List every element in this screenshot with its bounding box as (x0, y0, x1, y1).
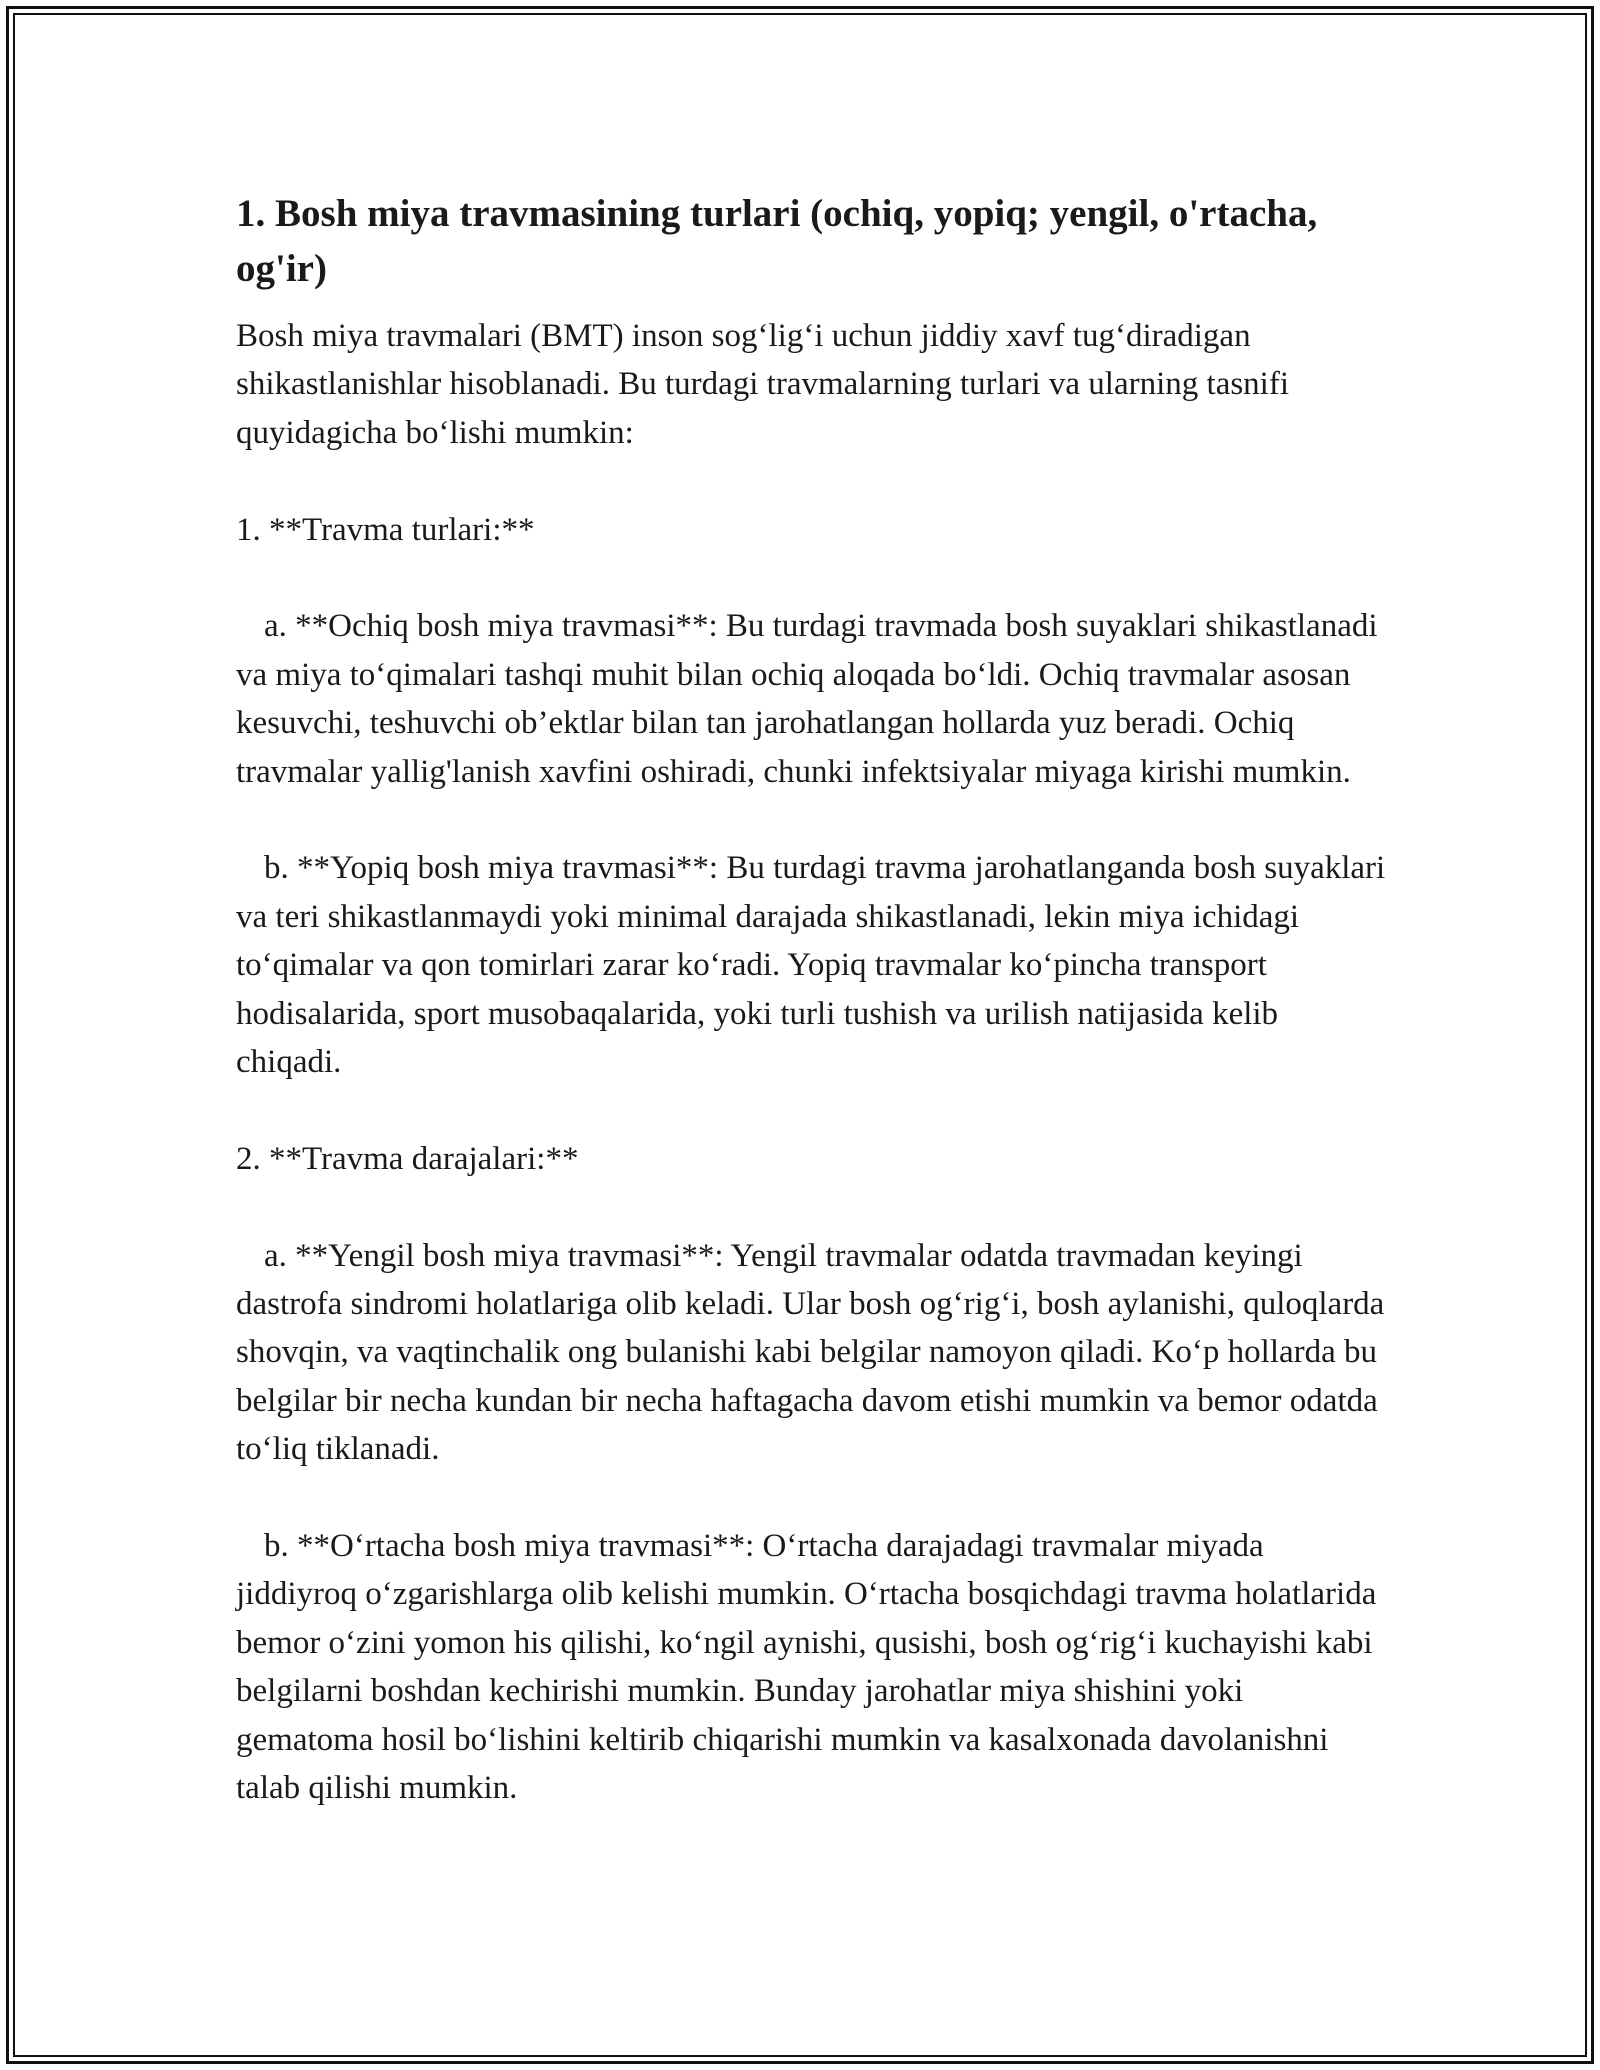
section-2-item-b-text: b. **O‘rtacha bosh miya travmasi**: O‘rtacha darajadagi travmalar miyada jiddiyroq o‘zgarishlarga olib kelishi mumkin. O‘rtacha bosqichdagi travma holatlarida bemor o‘zini yomon his qilishi, ko‘ngil aynishi, qusishi, bosh og‘rig‘i kuchayishi kabi belgilarni boshdan kechirishi mumkin. Bunday jarohatlar miya shishini yoki gematoma hosil bo‘lishini keltirib chiqarishi mumkin va kasalxonada davolanishni talab qilishi mumkin. (236, 1528, 1377, 1807)
section-1-heading: 1. **Travma turlari:** (236, 511, 535, 548)
paragraph-gap (236, 1183, 1386, 1231)
paragraph-gap (236, 457, 1386, 505)
section-2-item-a-text: a. **Yengil bosh miya travmasi**: Yengil travmalar odatda travmadan keyingi dastrofa sindromi holatlariga olib keladi. Ular bosh og‘rig‘i, bosh aylanishi, quloqlarda shovqin, va vaqtinchalik ong bulanishi kabi belgilar namoyon qiladi. Ko‘p hollarda bu belgilar bir necha kundan bir necha haftagacha davom etishi mumkin va bemor odatda to‘liq tiklanadi. (236, 1237, 1385, 1468)
paragraph-gap (236, 1086, 1386, 1134)
document-body (236, 186, 1386, 1813)
section-1-item-a-text: a. **Ochiq bosh miya travmasi**: Bu turdagi travmada bosh suyaklari shikastlanadi va miya to‘qimalari tashqi muhit bilan ochiq aloqada bo‘ldi. Ochiq travmalar asosan kesuvchi, teshuvchi ob’ektlar bilan tan jarohatlangan hollarda yuz beradi. Ochiq travmalar yallig'lanish xavfini oshiradi, chunki infektsiyalar miyaga kirishi mumkin. (236, 608, 1378, 790)
section-2-heading: 2. **Travma darajalari:** (236, 1140, 579, 1177)
section-1-item-b (236, 844, 1386, 1086)
intro-paragraph: Bosh miya travmalari (BMT) inson sog‘lig‘i uchun jiddiy xavf tug‘diradigan shikastlanishlar hisoblanadi. Bu turdagi travmalarning turlari va ularning tasnifi quyidagicha bo‘lishi mumkin: (236, 318, 1290, 451)
paragraph-gap (236, 1474, 1386, 1522)
section-1-item-a (236, 602, 1386, 796)
document-title: 1. Bosh miya travmasining turlari (ochiq, yopiq; yengil, o'rtacha, og'ir) (236, 192, 1318, 290)
section-1-item-b-text: b. **Yopiq bosh miya travmasi**: Bu turdagi travma jarohatlanganda bosh suyaklari va teri shikastlanmaydi yoki minimal darajada shikastlanadi, lekin miya ichidagi to‘qimalar va qon tomirlari zarar ko‘radi. Yopiq travmalar ko‘pincha transport hodisalarida, sport musobaqalarida, yoki turli tushish va urilish natijasida kelib chiqadi. (236, 850, 1386, 1081)
section-2-item-b (236, 1522, 1386, 1812)
paragraph-gap (236, 554, 1386, 602)
section-2-item-a (236, 1232, 1386, 1474)
paragraph-gap (236, 796, 1386, 844)
